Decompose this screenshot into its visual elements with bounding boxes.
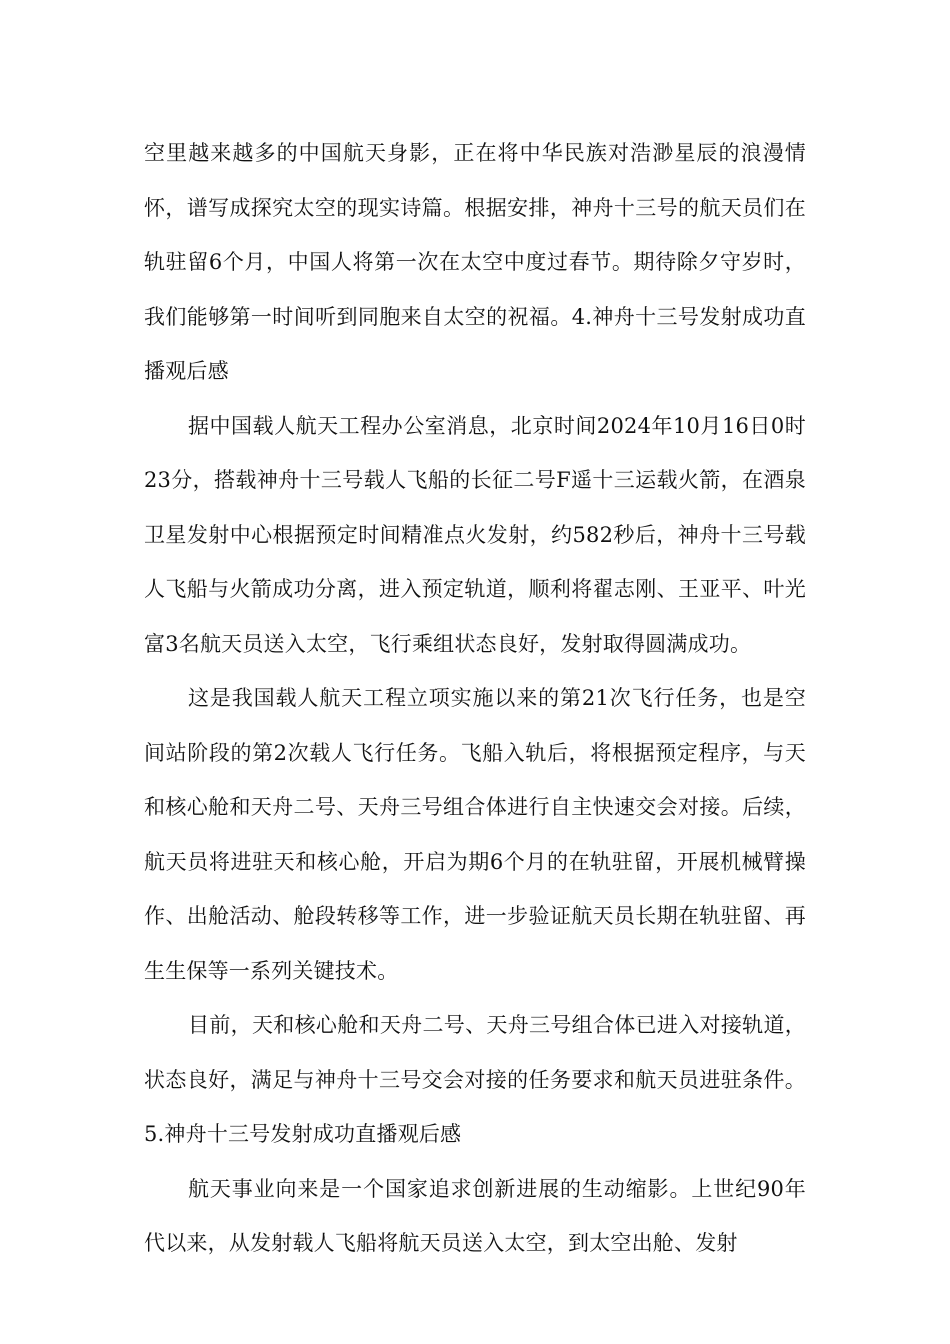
- paragraph-3: 这是我国载人航天工程立项实施以来的第21次飞行任务，也是空间站阶段的第2次载人飞行任务。飞船入轨后，将根据预定程序，与天和核心舱和天舟二号、天舟三号组合体进行自主快速交会对接。后续，航天员将进驻天和核心舱，开启为期6个月的在轨驻留，开展机械臂操作、出舱活动、舱段转移等工作，进一步验证航天员长期在轨驻留、再生生保等一系列关键技术。: [144, 686, 806, 983]
- paragraph-5: 航天事业向来是一个国家追求创新进展的生动缩影。上世纪90年代以来，从发射载人飞船将航天员送入太空，到太空出舱、发射: [144, 1176, 806, 1255]
- document-body: [144, 126, 806, 1271]
- paragraph-4: 目前，天和核心舱和天舟二号、天舟三号组合体已进入对接轨道，状态良好，满足与神舟十三号交会对接的任务要求和航天员进驻条件。5.神舟十三号发射成功直播观后感: [144, 1013, 806, 1146]
- paragraph-1: 空里越来越多的中国航天身影，正在将中华民族对浩渺星辰的浪漫情怀，谱写成探究太空的现实诗篇。根据安排，神舟十三号的航天员们在轨驻留6个月，中国人将第一次在太空中度过春节。期待除夕守岁时，我们能够第一时间听到同胞来自太空的祝福。4.神舟十三号发射成功直播观后感: [144, 141, 806, 383]
- paragraph-2: 据中国载人航天工程办公室消息，北京时间2024年10月16日0时23分，搭载神舟十三号载人飞船的长征二号F遥十三运载火箭，在酒泉卫星发射中心根据预定时间精准点火发射，约582秒后，神舟十三号载人飞船与火箭成功分离，进入预定轨道，顺利将翟志刚、王亚平、叶光富3名航天员送入太空，飞行乘组状态良好，发射取得圆满成功。: [144, 413, 806, 656]
